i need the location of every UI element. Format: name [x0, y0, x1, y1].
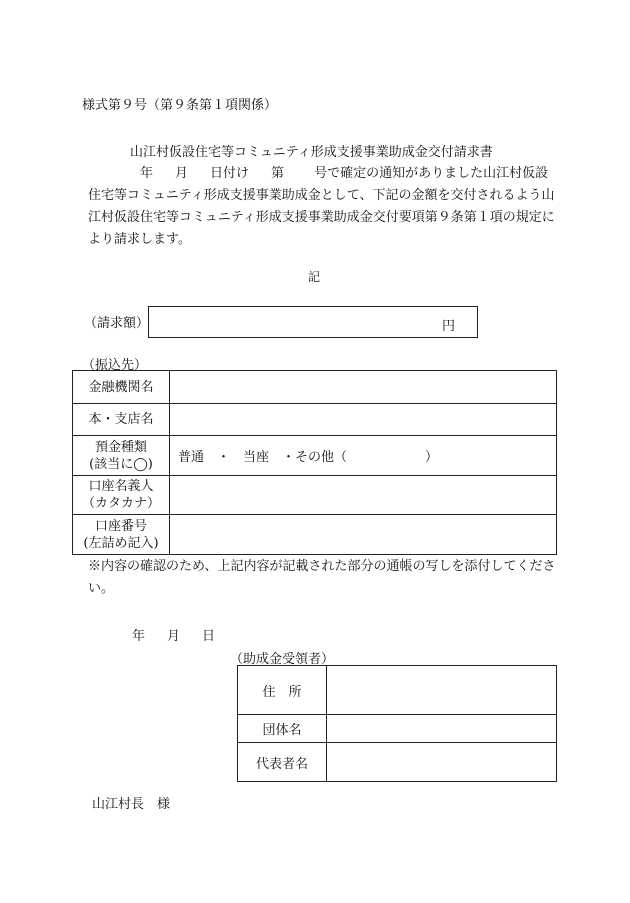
- account-number-field: [170, 515, 557, 555]
- holder-label: [73, 476, 170, 515]
- branch-name-field[interactable]: [170, 404, 557, 436]
- recipient-label: （助成金受領者）: [230, 652, 335, 667]
- ki-heading: 記: [308, 270, 321, 284]
- recipient-table: [237, 665, 557, 782]
- bank-name-label: 金融機関名: [73, 371, 170, 404]
- date-day: 日: [202, 629, 216, 644]
- date-month: 月: [167, 629, 181, 644]
- rep-field[interactable]: [327, 743, 557, 782]
- passbook-note: ※内容の確認のため、上記内容が記載された部分の通帳の写しを添付してください。: [88, 559, 556, 596]
- address-label: 住 所: [238, 666, 327, 715]
- body-rest: 号で確定の通知がありました山江村仮設住宅等コミュニティ形成支援事業助成金として、下記の金額を交付されるよう山江村仮設住宅等コミュニティ形成支援事業助成金交付要項第９条第１項の規定により請求します。: [88, 166, 555, 247]
- bank-name-field[interactable]: [170, 371, 557, 404]
- account-line2: (左詰め記入): [83, 535, 159, 551]
- month-label: 月: [175, 166, 189, 181]
- date-year: 年: [132, 629, 146, 644]
- form-number: 様式第９号（第９条第１項関係）: [82, 98, 278, 113]
- address-field[interactable]: [327, 666, 557, 715]
- holder-line1: 口座名義人: [88, 479, 154, 494]
- addressee: 山江村長 様: [92, 797, 171, 812]
- number-prefix: 第: [271, 166, 285, 181]
- yen-unit: 円: [441, 319, 455, 334]
- rep-label: 代表者名: [238, 743, 327, 782]
- body-paragraph: [88, 163, 558, 251]
- deposit-type-label: [73, 436, 170, 476]
- dated-label: 日付け: [210, 166, 250, 181]
- document-title: 山江村仮設住宅等コミュニティ形成支援事業助成金交付請求書: [130, 145, 493, 160]
- account-line1: 口座番号: [94, 518, 147, 534]
- date-line: [132, 625, 215, 644]
- amount-label: （請求額）: [84, 316, 150, 331]
- transfer-label: （振込先）: [82, 358, 148, 373]
- account-number-label: [73, 515, 170, 555]
- org-field[interactable]: [327, 715, 557, 743]
- bank-table: [72, 370, 557, 555]
- holder-line2: （カタカナ）: [81, 496, 160, 511]
- deposit-options[interactable]: 普通 ・ 当座 ・その他（ ）: [170, 436, 557, 476]
- year-label: 年: [140, 166, 154, 181]
- deposit-type-line2: (該当に◯): [89, 456, 153, 472]
- amount-field[interactable]: [148, 306, 478, 338]
- deposit-type-line1: 預金種類: [94, 439, 147, 455]
- branch-name-label: 本・支店名: [73, 404, 170, 436]
- org-label: 団体名: [238, 715, 327, 743]
- holder-field[interactable]: [170, 476, 557, 515]
